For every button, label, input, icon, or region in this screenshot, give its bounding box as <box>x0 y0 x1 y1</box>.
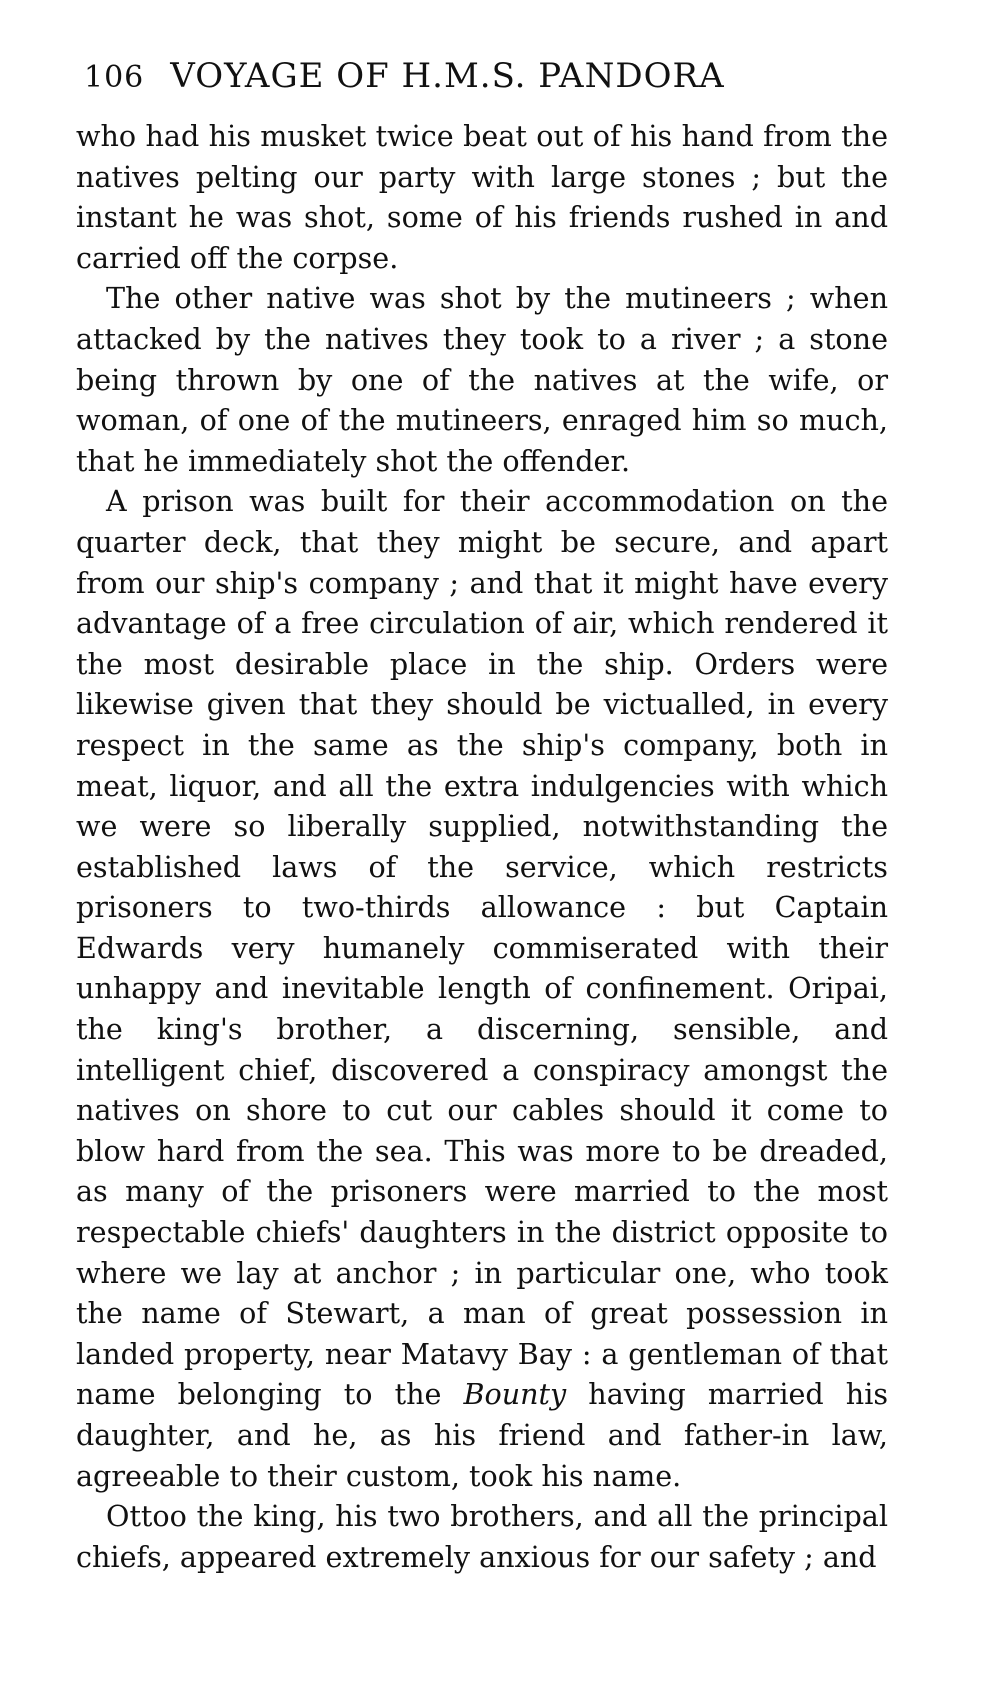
ship-name-italic: Bounty <box>463 1377 567 1412</box>
paragraph-prison-text: A prison was built for their accommodation on the quarter deck, that they might be secure, and apart from our ship's company ; and that it might have every advantage of a free circulation of air, which rendered it the most desirable place in the ship. Orders were likewise given that they should be victualled, in every respect in the same as the ship's company, both in meat, liquor, and all the extra indulgencies with which we were so liberally supplied, notwithstanding the established laws of the service, which restricts prisoners to two-thirds allowance : but Captain Edwards very humanely commiserated with their unhappy and inevitable length of confinement. Oripai, the king's brother, a discerning, sensible, and intelligent chief, discovered a conspiracy amongst the natives on shore to cut our cables should it come to blow hard from the sea. This was more to be dreaded, as many of the prisoners were married to the most respectable chiefs' daughters in the district opposite to where we lay at anchor ; in particular one, who took the name of Stewart, a man of great possession in landed property, near Matavy Bay : a gentleman of that name belonging to the <box>76 484 888 1412</box>
paragraph-native-shot: The other native was shot by the mutineers ; when attacked by the natives they took to a river ; a stone being thrown by one of the natives at the wife, or woman, of one of the mutineers, enraged him so much, that he immediately shot the offender. <box>76 281 888 478</box>
book-page <box>76 56 888 1577</box>
running-head <box>84 56 888 116</box>
paragraph-prison-text-end: having married his daughter, and he, as his friend and father-in law, agreeable to their custom, took his name. <box>76 1377 889 1493</box>
paragraph-ottoo: Ottoo the king, his two brothers, and all the principal chiefs, appeared extremely anxious for our safety ; and <box>76 1499 888 1574</box>
paragraph-prison <box>76 481 888 1496</box>
running-title: VOYAGE OF H.M.S. PANDORA <box>170 56 725 96</box>
body-text <box>76 116 888 1577</box>
page-number: 106 <box>84 60 145 95</box>
paragraph-continuation: who had his musket twice beat out of his hand from the natives pelting our party with large stones ; but the instant he was shot, some of his friends rushed in and carried off the corpse. <box>76 119 888 275</box>
